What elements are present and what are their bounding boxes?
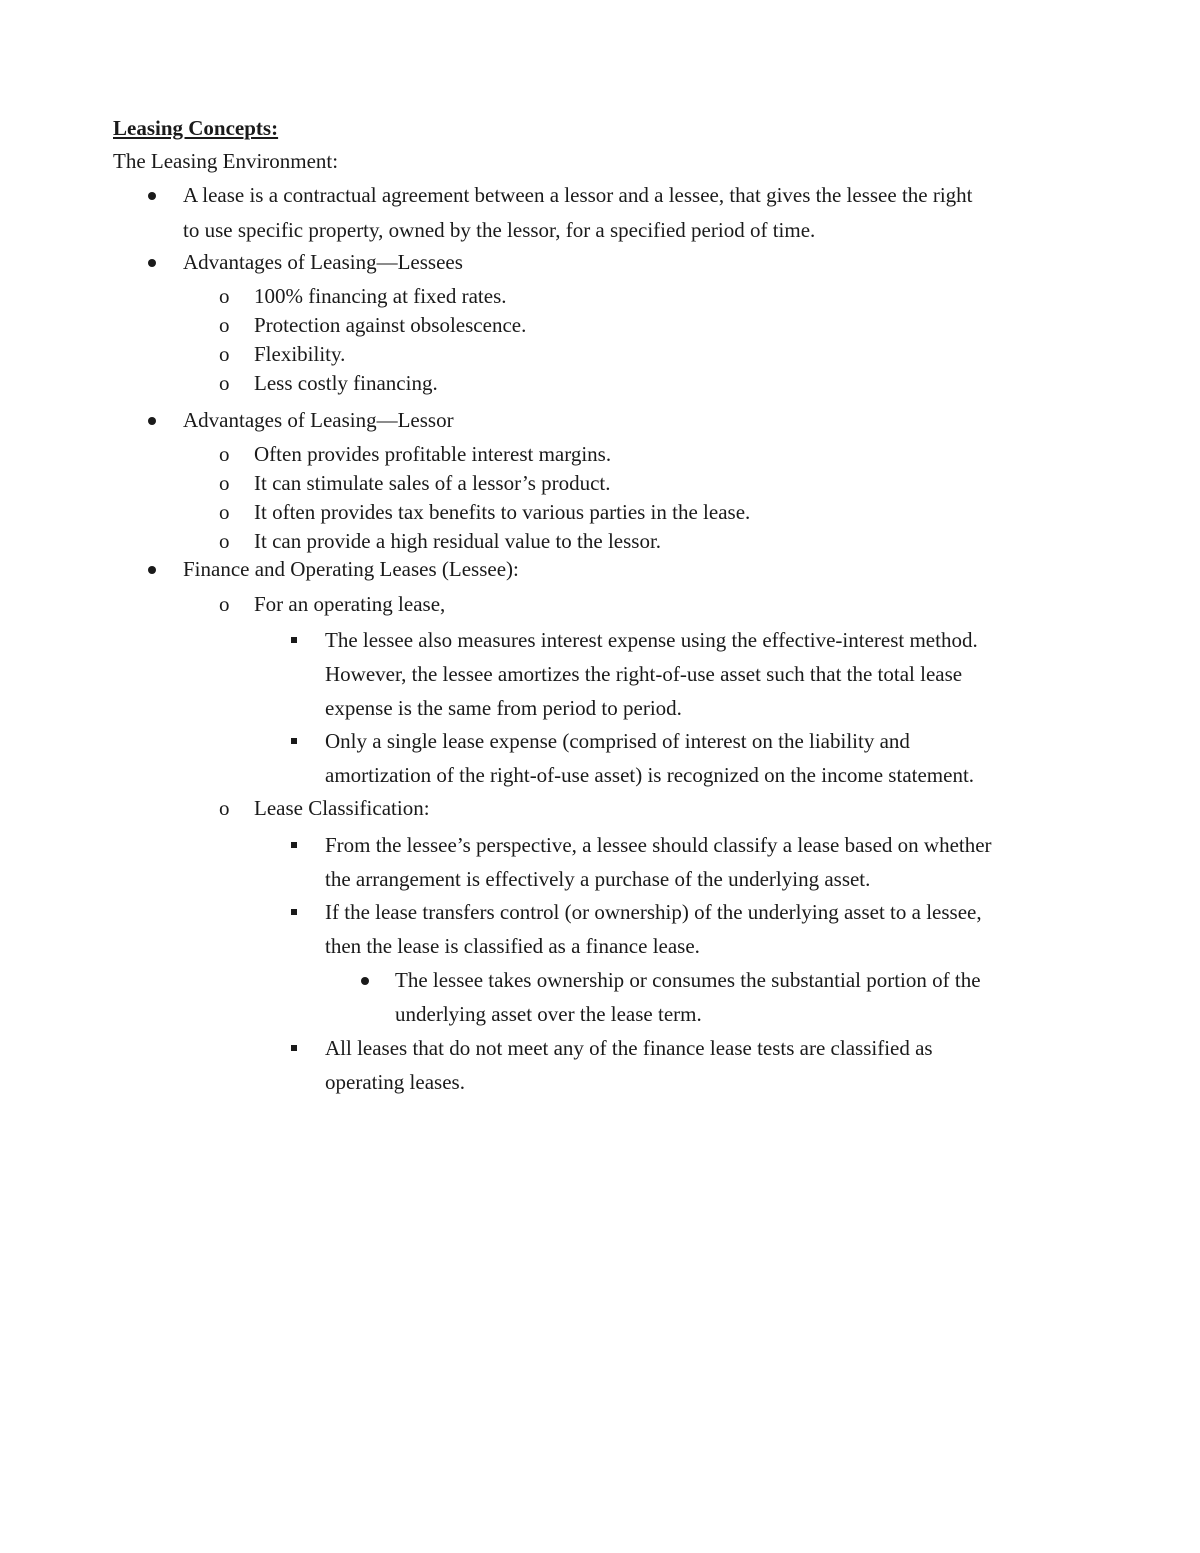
list-item: Advantages of Leasing—Lessor	[183, 408, 454, 432]
bullet-circle-icon: o	[219, 796, 230, 820]
list-item: It can stimulate sales of a lessor’s product.	[254, 471, 611, 495]
section-heading: The Leasing Environment:	[113, 149, 339, 173]
list-item-continuation: then the lease is classified as a finance lease.	[325, 934, 700, 958]
list-item: Advantages of Leasing—Lessees	[183, 250, 463, 274]
list-item: For an operating lease,	[254, 592, 446, 616]
list-item-continuation: However, the lessee amortizes the right-of-use asset such that the total lease	[325, 662, 963, 686]
list-item: Less costly financing.	[254, 371, 438, 395]
list-item: Finance and Operating Leases (Lessee):	[183, 557, 519, 581]
bullet-square-icon	[291, 842, 297, 848]
list-item: All leases that do not meet any of the finance lease tests are classified as	[325, 1036, 933, 1060]
list-item-continuation: amortization of the right-of-use asset) is recognized on the income statement.	[325, 763, 975, 787]
list-item: 100% financing at fixed rates.	[254, 284, 507, 308]
bullet-square-icon	[291, 1045, 297, 1051]
list-item: It can provide a high residual value to the lessor.	[254, 529, 662, 553]
list-item: If the lease transfers control (or ownership) of the underlying asset to a lessee,	[325, 900, 982, 924]
list-item: Only a single lease expense (comprised of interest on the liability and	[325, 729, 910, 753]
bullet-circle-icon: o	[219, 284, 230, 308]
bullet-circle-icon: o	[219, 442, 230, 466]
bullet-square-icon	[291, 637, 297, 643]
bullet-circle-icon: o	[219, 342, 230, 366]
bullet-dot-icon	[148, 566, 156, 574]
bullet-circle-icon: o	[219, 471, 230, 495]
list-item: Often provides profitable interest margins.	[254, 442, 612, 466]
bullet-dot-icon	[361, 977, 369, 985]
list-item: From the lessee’s perspective, a lessee should classify a lease based on whether	[325, 833, 992, 857]
list-item: Protection against obsolescence.	[254, 313, 527, 337]
bullet-circle-icon: o	[219, 500, 230, 524]
bullet-dot-icon	[148, 192, 156, 200]
list-item: It often provides tax benefits to various parties in the lease.	[254, 500, 751, 524]
document-title: Leasing Concepts:	[113, 116, 279, 140]
bullet-dot-icon	[148, 259, 156, 267]
list-item-continuation: underlying asset over the lease term.	[395, 1002, 702, 1026]
bullet-circle-icon: o	[219, 371, 230, 395]
list-item-continuation: the arrangement is effectively a purchase of the underlying asset.	[325, 867, 871, 891]
list-item-continuation: operating leases.	[325, 1070, 465, 1094]
list-item: Flexibility.	[254, 342, 346, 366]
list-item: The lessee takes ownership or consumes the substantial portion of the	[395, 968, 981, 992]
bullet-circle-icon: o	[219, 313, 230, 337]
list-item-continuation: to use specific property, owned by the lessor, for a specified period of time.	[183, 218, 816, 242]
bullet-square-icon	[291, 909, 297, 915]
list-item: Lease Classification:	[254, 796, 430, 820]
bullet-square-icon	[291, 738, 297, 744]
bullet-circle-icon: o	[219, 592, 230, 616]
bullet-circle-icon: o	[219, 529, 230, 553]
bullet-dot-icon	[148, 417, 156, 425]
list-item: The lessee also measures interest expense using the effective-interest method.	[325, 628, 978, 652]
list-item: A lease is a contractual agreement between a lessor and a lessee, that gives the lessee the right	[183, 183, 973, 207]
list-item-continuation: expense is the same from period to period.	[325, 696, 682, 720]
